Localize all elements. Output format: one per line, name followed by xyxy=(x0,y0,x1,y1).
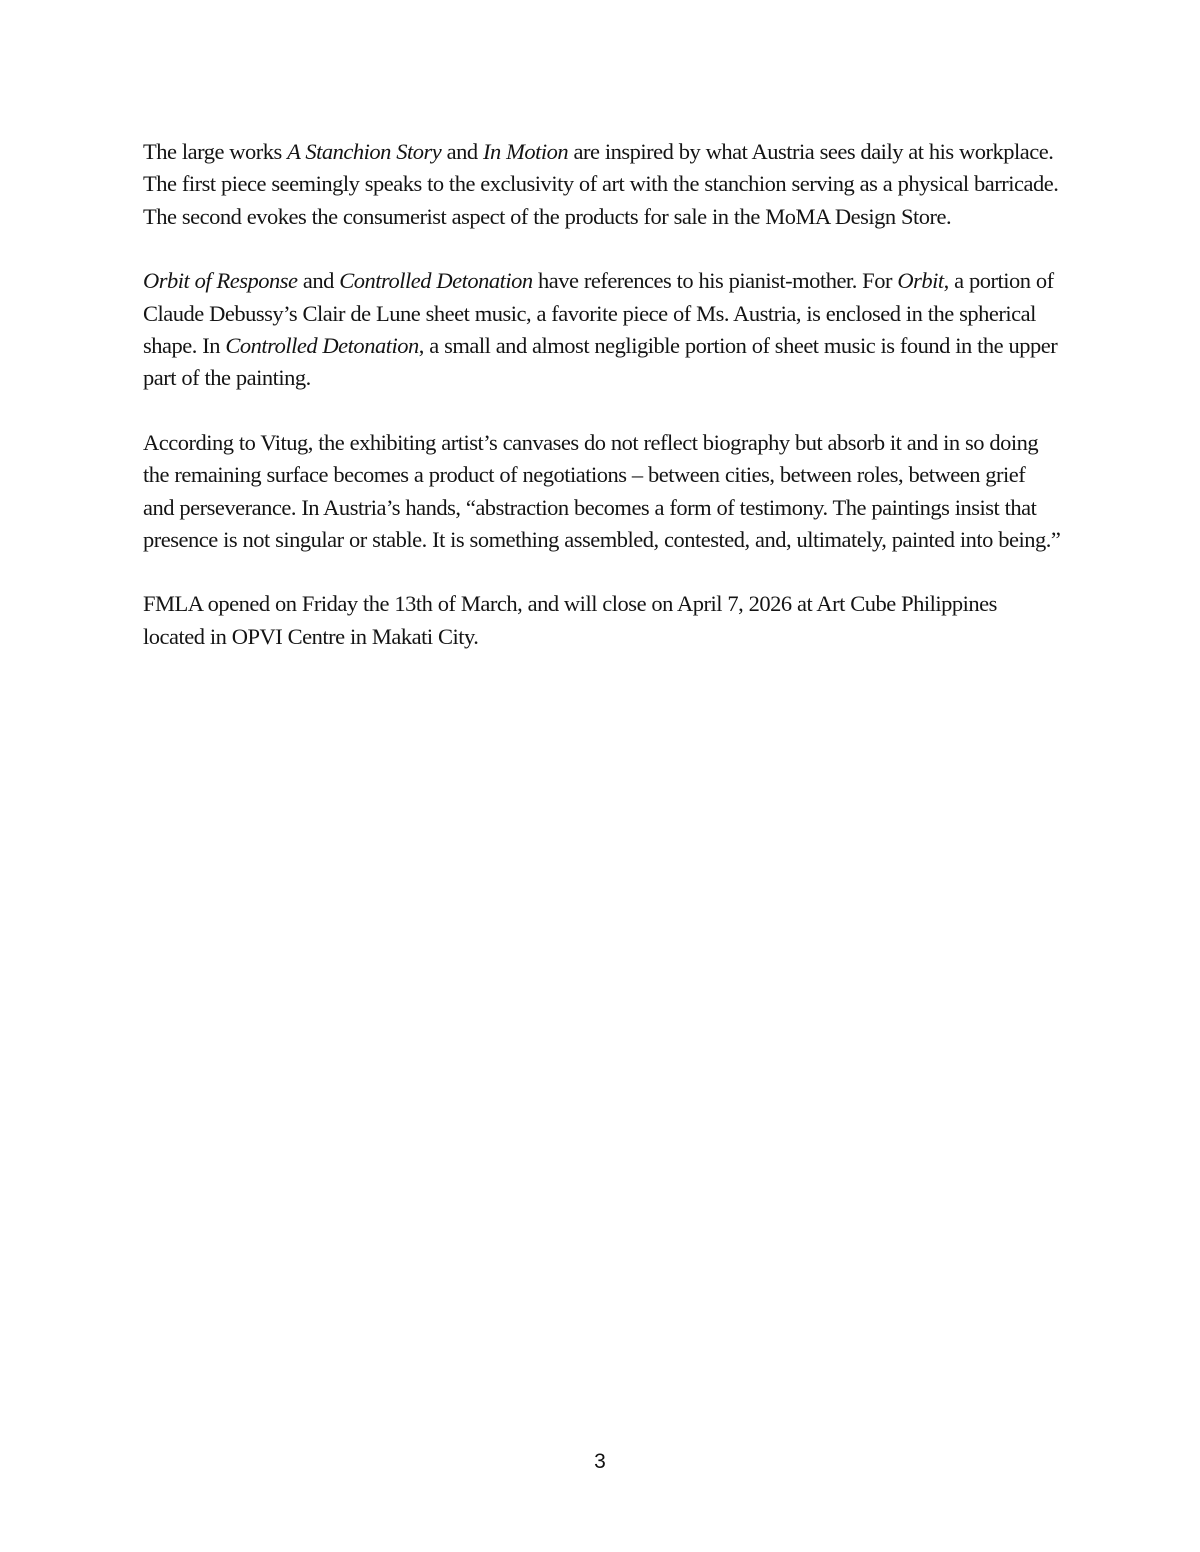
text-run: According to Vitug, the exhibiting artist’s canvases do not reflect biography but absorb it and in so doing the remaining surface becomes a product of negotiations – between cities, between roles, between grief and perseverance. In Austria’s hands, “abstraction becomes a form of testimony. The paintings insist that presence is not singular or stable. It is something assembled, contested, and, ultimately, painted into being.” xyxy=(143,429,1061,553)
text-run: , a portion of Claude Debussy’s Clair de Lune sheet music, a favorite piece of Ms. Austria, is enclosed in the spherical shape. In xyxy=(143,268,1054,359)
text-run: are inspired by what Austria sees daily at his workplace. The first piece seemingly speaks to the exclusivity of art with the stanchion serving as a physical barricade. The second evokes the consumerist aspect of the products for sale in the MoMA Design Store. xyxy=(143,139,1059,229)
text-run: FMLA opened on Friday the 13th of March, and will close on April 7, 2026 at Art Cube Philippines located in OPVI Centre in Makati City. xyxy=(143,591,997,649)
document-body xyxy=(143,136,1061,685)
text-run: have references to his pianist-mother. For xyxy=(532,268,898,294)
paragraph xyxy=(143,588,1061,653)
italic-text-run: Controlled Detonation xyxy=(339,268,533,294)
page-number: 3 xyxy=(594,1450,606,1473)
italic-text-run: Orbit xyxy=(897,268,944,294)
text-run: and xyxy=(441,139,483,164)
paragraph xyxy=(143,265,1061,395)
text-run: , a small and almost negligible portion of sheet music is found in the upper part of the painting. xyxy=(143,333,1058,391)
italic-text-run: Controlled Detonation xyxy=(225,333,419,359)
page-footer xyxy=(0,1450,1200,1474)
paragraph xyxy=(143,136,1061,233)
text-run: The large works xyxy=(143,139,288,164)
italic-text-run: In Motion xyxy=(483,139,569,164)
paragraph xyxy=(143,427,1061,557)
italic-text-run: A Stanchion Story xyxy=(287,139,442,164)
italic-text-run: Orbit of Response xyxy=(143,268,298,294)
text-run: and xyxy=(297,268,340,294)
